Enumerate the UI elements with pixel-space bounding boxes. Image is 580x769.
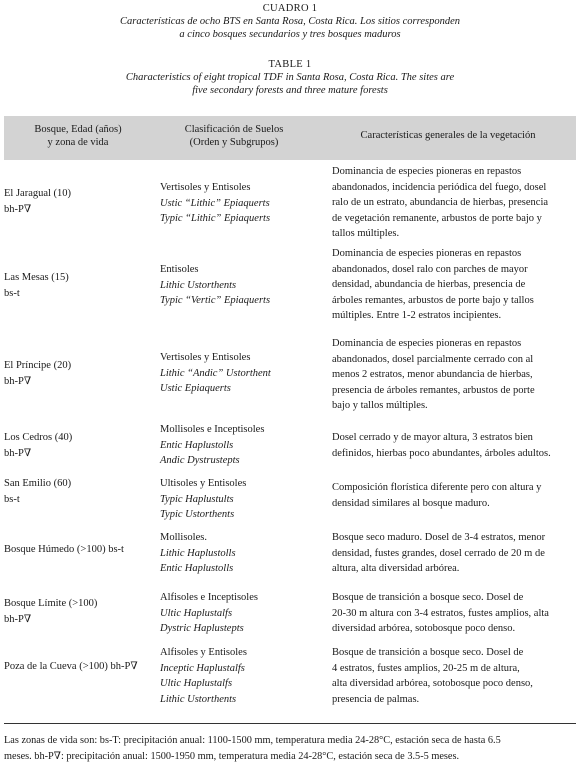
caption-label: TABLE 1 [268,59,312,70]
soil-cell [160,180,328,227]
vegetation-line: abandonados, dosel ralo con parches de mayor [332,263,528,275]
vegetation-line: Bosque seco maduro. Dosel de 3-4 estratos, menor [332,532,546,543]
soil-subgroup: Inceptic Haplustalfs [160,662,245,674]
vegetation-cell [332,336,578,414]
forest-cell [4,430,156,461]
soil-subgroup: Typic Haplustults [160,493,234,505]
forest-cell [4,659,156,675]
soil-cell [160,590,328,637]
header-forest [4,123,152,149]
vegetation-line: definidos, hierbas poco abundantes, árboles adultos. [332,447,551,459]
header-text: y zona de vida [47,137,109,148]
header-text: (Orden y Subgrupos) [189,137,279,148]
vegetation-line: abandonados, dosel parcialmente cerrado con al [332,353,534,365]
vegetation-line: Dosel cerrado y de mayor altura, 3 estratos bien [332,432,533,443]
vegetation-cell [332,645,578,707]
forest-cell [4,270,156,301]
vegetation-line: bajo y tallos múltiples. [332,400,428,411]
forest-line: Las Mesas (15) [4,272,69,283]
vegetation-line: densidad, abundancia de hierbas, presencia de [332,279,526,290]
soil-cell [160,422,328,469]
footnote-line: meses. bh-P∇: precipitación anual: 1500-1950 mm, temperatura media 24-28°C, estación seca de 3.5-5 meses. [4,750,460,762]
forest-cell [4,358,156,389]
vegetation-cell [332,164,578,242]
table-header [4,116,576,160]
caption-line: five secondary forests and three mature forests [192,85,388,96]
soil-subgroup: Ustic Epiaquerts [160,383,231,394]
soil-subgroup: Typic “Vertic” Epiaquerts [160,295,271,306]
forest-line: El Jaragual (10) [4,188,72,199]
vegetation-line: altura, alta diversidad arbórea. [332,563,460,574]
vegetation-line: de vegetación remanente, arbustos de porte bajo y [332,212,542,224]
header-text: Bosque, Edad (años) [34,124,122,135]
vegetation-line: ralo de un estrato, abundancia de hierbas, presencia [332,197,549,208]
forest-line: bs-t [4,493,20,505]
forest-line: San Emilio (60) [4,478,72,489]
vegetation-line: presencia de palmas. [332,693,420,705]
vegetation-line: densidad similares al bosque maduro. [332,497,490,509]
soil-order: Mollisoles. [160,532,207,543]
caption-line: Characteristics of eight tropical TDF in Santa Rosa, Costa Rica. The sites are [125,72,455,83]
forest-line: bs-t [4,287,20,299]
forest-cell [4,476,156,507]
vegetation-line: diversidad arbórea, sotobosque poco denso. [332,623,516,634]
vegetation-cell [332,480,578,511]
footnote [4,733,576,764]
forest-line: bh-P∇ [4,447,32,459]
vegetation-line: presencia de árboles remantes, arbustos de porte [332,384,535,396]
vegetation-line: densidad, fustes grandes, dosel cerrado de 20 m de [332,547,545,559]
vegetation-cell [332,530,578,577]
soil-cell [160,645,328,707]
forest-line: bh-P∇ [4,203,32,215]
soil-subgroup: Typic Ustorthents [160,509,235,520]
forest-line: bh-P∇ [4,375,32,387]
vegetation-line: Bosque de transición a bosque seco. Dosel de [332,592,524,603]
soil-cell [160,262,328,309]
soil-order: Entisoles [160,264,199,275]
soil-order: Ultisoles y Entisoles [160,478,247,489]
forest-line: Bosque Húmedo (>100) bs-t [4,544,124,555]
forest-cell [4,542,156,558]
soil-subgroup: Dystric Haplustepts [160,623,244,634]
soil-subgroup: Entic Haplustolls [160,563,234,574]
soil-cell [160,530,328,577]
soil-order: Alfisoles e Inceptisoles [160,592,258,603]
soil-cell [160,476,328,523]
soil-subgroup: Lithic Ustorthents [160,693,237,705]
caption-spanish [0,2,580,41]
soil-subgroup: Ustic “Lithic” Epiaquerts [160,197,270,209]
vegetation-line: Dominancia de especies pioneras en repastos [332,166,522,177]
soil-cell [160,350,328,397]
soil-subgroup: Lithic “Andic” Ustorthent [160,367,271,379]
forest-line: El Príncipe (20) [4,360,72,371]
soil-subgroup: Andic Dystrustepts [160,455,240,466]
soil-subgroup: Ultic Haplustalfs [160,678,233,689]
soil-subgroup: Ultic Haplustalfs [160,607,233,619]
forest-line: Los Cedros (40) [4,432,73,443]
forest-line: Poza de la Cueva (>100) bh-P∇ [4,661,138,672]
soil-subgroup: Entic Haplustolls [160,439,234,451]
vegetation-line: múltiples. Entre 1-2 estratos incipientes. [332,310,502,321]
vegetation-line: Composición florística diferente pero con altura y [332,482,542,493]
forest-line: Bosque Límite (>100) [4,598,98,609]
vegetation-line: tallos múltiples. [332,228,400,239]
caption-label: CUADRO 1 [262,3,318,14]
soil-order: Alfisoles y Entisoles [160,647,247,658]
soil-subgroup: Lithic Haplustolls [160,547,236,559]
forest-cell [4,596,156,627]
vegetation-cell [332,246,578,324]
footnote-line: Las zonas de vida son: bs-T: precipitación anual: 1100-1500 mm, temperatura media 24-28°C, estación seca de hasta 6.5 [4,735,501,746]
soil-subgroup: Typic “Lithic” Epiaquerts [160,213,271,224]
soil-order: Vertisoles y Entisoles [160,182,251,193]
soil-order: Vertisoles y Entisoles [160,352,251,363]
soil-subgroup: Lithic Ustorthents [160,279,237,291]
caption-english [0,58,580,97]
header-soil [154,123,314,149]
vegetation-line: Dominancia de especies pioneras en repastos [332,338,522,349]
soil-order: Mollisoles e Inceptisoles [160,424,265,435]
table-bottom-rule [4,723,576,724]
vegetation-line: Bosque de transición a bosque seco. Dosel de [332,647,524,658]
caption-line: Características de ocho BTS en Santa Rosa, Costa Rica. Los sitios corresponden [120,16,460,27]
forest-cell [4,186,156,217]
caption-line: a cinco bosques secundarios y tres bosques maduros [179,29,401,40]
vegetation-line: abandonados, incidencia periódica del fuego, dosel [332,181,547,193]
vegetation-cell [332,430,578,461]
vegetation-cell [332,590,578,637]
vegetation-line: 4 estratos, fustes amplios, 20-25 m de altura, [332,662,520,674]
header-text: Clasificación de Suelos [184,124,284,135]
vegetation-line: alta diversidad arbórea, sotobosque poco denso, [332,678,533,689]
forest-line: bh-P∇ [4,613,32,625]
vegetation-line: árboles remantes, arbustos de porte bajo y tallos [332,294,534,306]
vegetation-line: Dominancia de especies pioneras en repastos [332,248,522,259]
vegetation-line: 20-30 m altura con 3-4 estratos, fustes amplios, alta [332,607,549,619]
header-vegetation: Características generales de la vegetación [360,130,536,141]
vegetation-line: menos 2 estratos, menor abundancia de hierbas, [332,369,533,380]
